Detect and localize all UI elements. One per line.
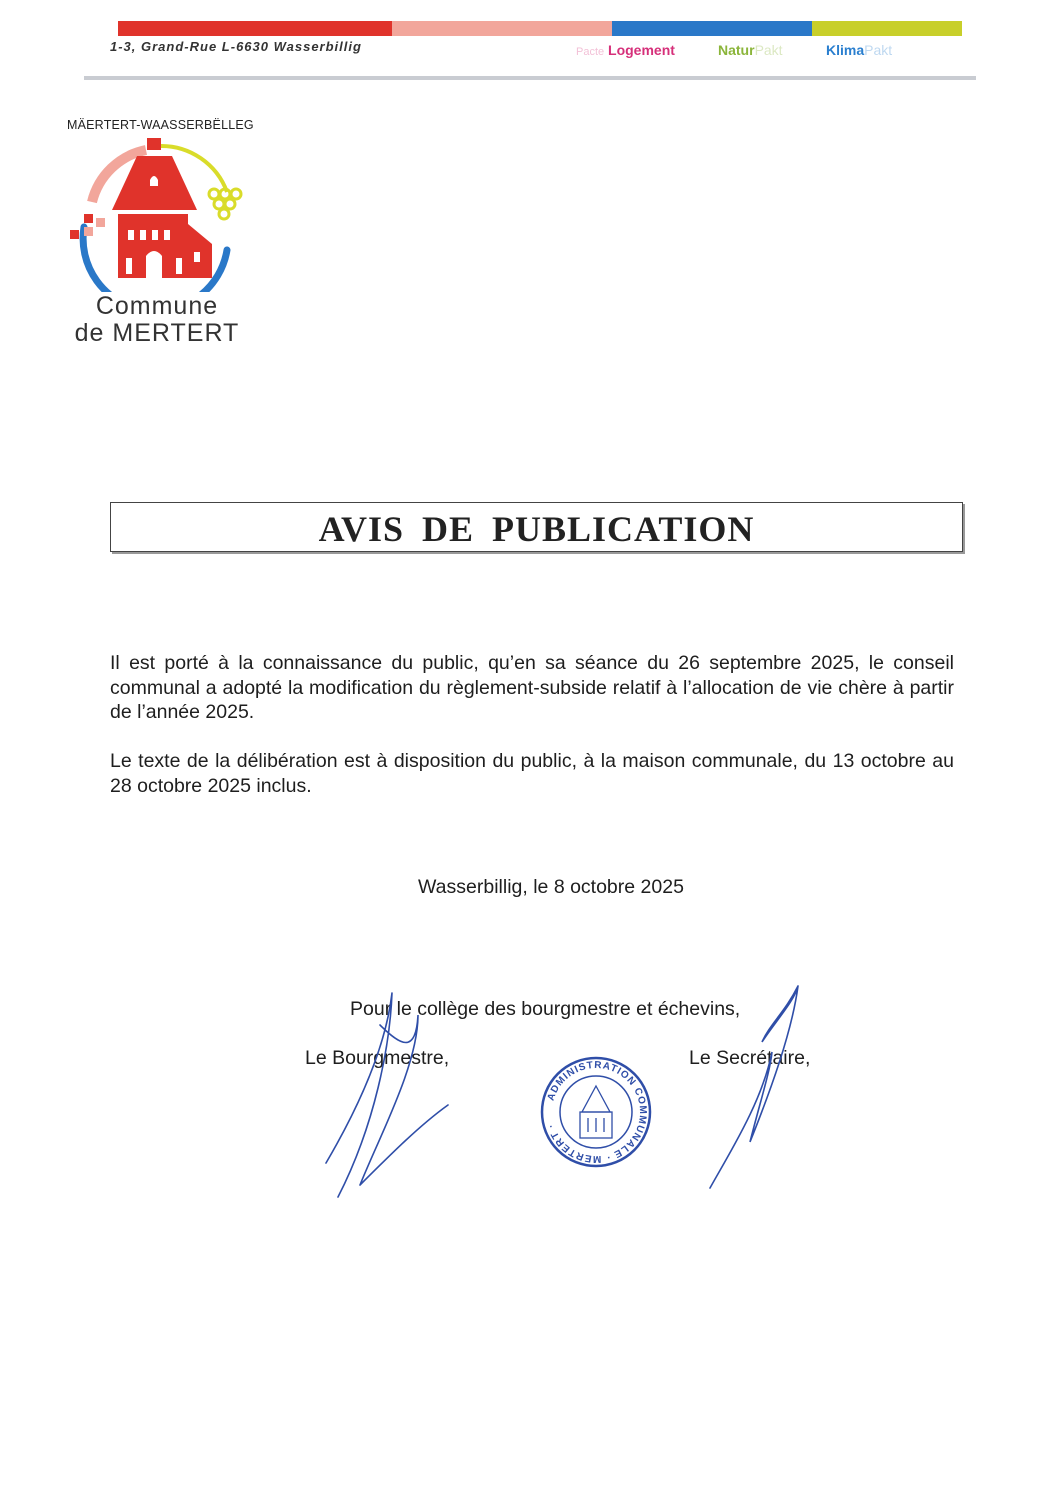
college-line: Pour le collège des bourgmestre et échevins, <box>350 998 741 1020</box>
official-stamp-icon <box>538 1056 654 1168</box>
page-title: AVIS DE PUBLICATION <box>318 509 755 549</box>
pakt-natur <box>718 42 783 58</box>
commune-name-line1: Commune <box>95 292 219 320</box>
place-date: Wasserbillig, le 8 octobre 2025 <box>418 876 684 898</box>
bourgmestre-signature-icon <box>320 985 460 1205</box>
pakt-logement <box>576 42 675 58</box>
body-paragraph-1: Il est porté à la connaissance du public, qu’en sa séance du 26 septembre 2025, le conseil communal a adopté la modification du règlement-subside relatif à l’allocation de vie chère à partir de l’année 2025. <box>110 652 954 723</box>
pakt-logement-prefix: Pacte <box>576 46 605 58</box>
header-address: 1-3, Grand-Rue L-6630 Wasserbillig <box>110 39 362 54</box>
pakt-natur-suffix: Pakt <box>754 42 783 58</box>
pakt-klima <box>826 42 892 58</box>
pakt-logement-name: Logement <box>608 42 675 58</box>
commune-name-line2: de MERTERT <box>74 319 240 347</box>
pakt-natur-name: Natur <box>718 42 755 58</box>
secretaire-label: Le Secrétaire, <box>689 1047 811 1069</box>
pakt-klima-name: Klima <box>826 42 865 58</box>
header-color-bar-blue <box>612 21 812 36</box>
header-color-bar-yellow <box>812 21 962 36</box>
secretaire-signature-icon <box>700 982 810 1192</box>
header-color-bar-pink <box>392 21 612 36</box>
header-color-bar-red <box>118 21 392 36</box>
stamp-text: ADMINISTRATION COMMUNALE · MERTERT · <box>545 1059 649 1165</box>
title-box <box>110 502 963 552</box>
body-paragraph-2: Le texte de la délibération est à disposition du public, à la maison communale, du 13 octobre au 28 octobre 2025 inclus. <box>110 750 954 797</box>
commune-logo-icon <box>62 132 252 292</box>
header-divider <box>84 76 976 80</box>
commune-luxembourgish-name: MÄERTERT-WAASSERBËLLEG <box>67 118 254 132</box>
pakt-klima-suffix: Pakt <box>864 42 893 58</box>
bourgmestre-label: Le Bourgmestre, <box>305 1047 450 1069</box>
commune-name <box>67 293 247 347</box>
